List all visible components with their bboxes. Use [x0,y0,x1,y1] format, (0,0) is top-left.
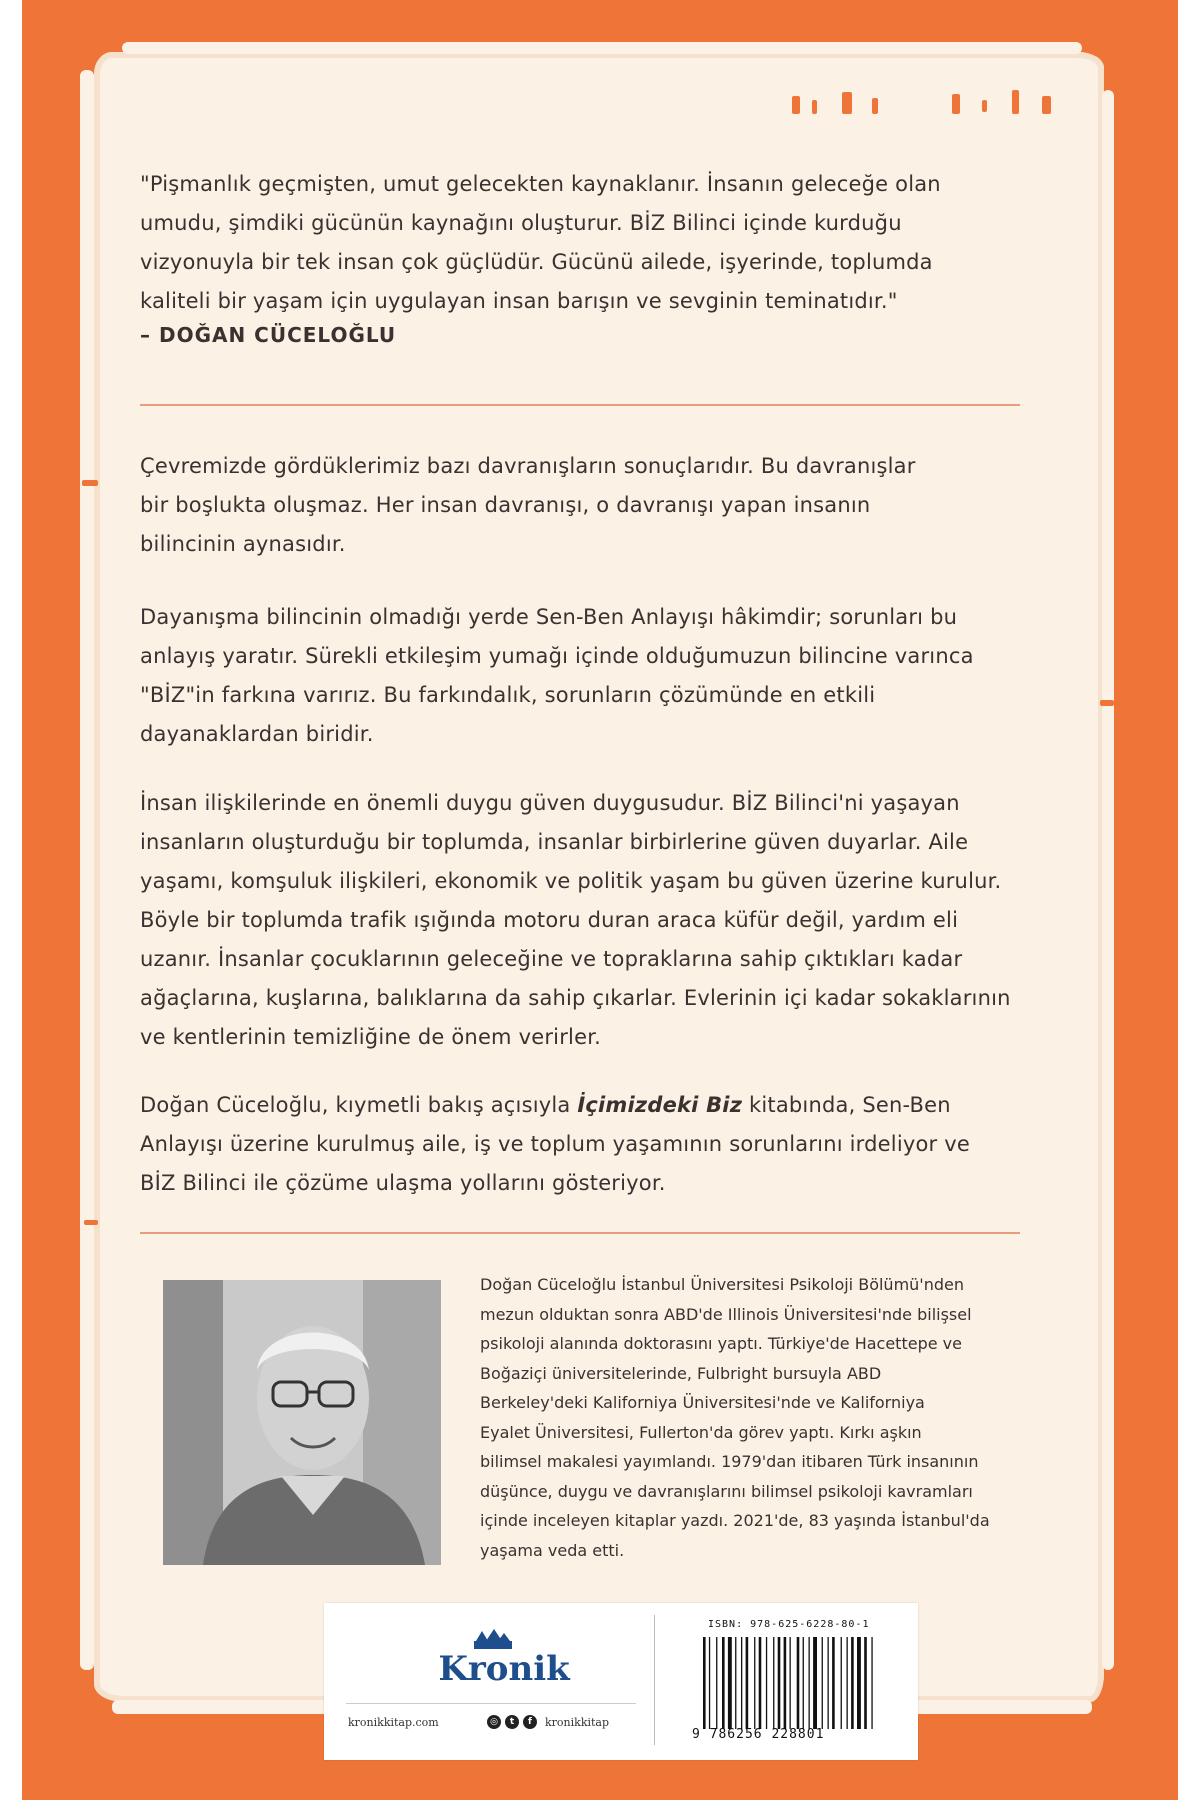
barcode-bar [809,1637,810,1729]
barcode-bar [803,1637,804,1729]
barcode-bar [766,1637,767,1729]
paragraph-line: ve kentlerinin temizliğine de önem verirler. [140,1025,601,1049]
barcode-bar [728,1637,732,1729]
barcode-bar [841,1637,842,1729]
barcode-bar [773,1637,774,1729]
barcode [701,1637,897,1729]
bio-line: yaşama veda etti. [480,1540,625,1560]
barcode-bar [759,1637,762,1729]
bio-line: içinde inceleyen kitaplar yazdı. 2021'de, 83 yaşında İstanbul'da [480,1511,990,1530]
quote-line: kaliteli bir yaşam için uygulayan insan barışın ve sevginin teminatıdır." [140,289,898,313]
paragraph-line: uzanır. İnsanlar çocuklarının geleceğine ve topraklarına sahip çıktıkları kadar [140,947,963,971]
paragraph-line: Çevremizde gördüklerimiz bazı davranışların sonuçlarıdır. Bu davranışlar [140,454,916,478]
social-icons [487,1715,537,1729]
paragraph-line: ağaçlarına, kuşlarına, balıklarına da sahip çıkarlar. Evlerinin içi kadar sokaklarının [140,986,1011,1010]
barcode-bar [797,1637,800,1729]
publisher-website[interactable]: kronikkitap.com [348,1716,439,1729]
barcode-bar [851,1637,854,1729]
imprint-vertical-divider [654,1615,655,1745]
description-paragraph-3 [140,784,1020,1057]
paragraph-line: Böyle bir toplumda trafik ışığında motoru duran araca küfür değil, yardım eli [140,908,959,932]
twitter-icon[interactable]: t [505,1715,519,1729]
barcode-bar [746,1637,749,1729]
bio-line: Doğan Cüceloğlu İstanbul Üniversitesi Psikoloji Bölümü'nden [480,1275,964,1294]
description-paragraph-2 [140,598,1020,754]
author-bio [480,1270,1040,1565]
book-title: İçimizdeki Biz [577,1093,743,1117]
publisher-imprint-box [324,1603,918,1760]
bio-line: Boğaziçi üniversitelerinde, Fulbright bursuyla ABD [480,1363,882,1383]
paragraph-line: anlayış yaratır. Sürekli etkileşim yumağı içinde olduğumuzun bilincine varınca [140,644,974,668]
barcode-bar [790,1637,791,1729]
paragraph-line: İnsan ilişkilerinde en önemli duygu güven duygusudur. BİZ Bilinci'ni yaşayan [140,791,960,815]
barcode-bar [847,1637,848,1729]
barcode-digits: 9 786256 228801 [692,1727,825,1742]
paper-edge [122,42,1082,54]
paragraph-line: Dayanışma bilincinin olmadığı yerde Sen-Ben Anlayışı hâkimdir; sorunları bu [140,605,958,629]
barcode-bar [741,1637,742,1729]
author-portrait-illustration [163,1280,441,1565]
paragraph-line: bir boşlukta oluşmaz. Her insan davranışı, o davranışı yapan insanın [140,493,871,517]
divider-rule [140,404,1020,406]
paragraph-text: kitabında, Sen-Ben [742,1093,951,1117]
description-paragraph-4 [140,1086,1020,1203]
quote-line: vizyonuyla bir tek insan çok güçlüdür. Gücünü ailede, işyerinde, toplumda [140,250,933,274]
paragraph-line: yaşamı, komşuluk ilişkileri, ekonomik ve politik yaşam bu güven üzerine kurulur. [140,869,1002,893]
barcode-bar [832,1637,835,1729]
quote-author: – DOĞAN CÜCELOĞLU [140,323,397,347]
barcode-bar [822,1637,823,1729]
barcode-bar [778,1637,781,1729]
barcode-bar [813,1637,817,1729]
paragraph-line: BİZ Bilinci ile çözüme ulaşma yollarını gösteriyor. [140,1171,666,1195]
barcode-bar [716,1637,717,1729]
paragraph-line: Anlayışı üzerine kurulmuş aile, iş ve toplum yaşamının sorunlarını irdeliyor ve [140,1132,970,1156]
instagram-icon[interactable]: ◎ [487,1715,501,1729]
barcode-bar [709,1637,710,1729]
description-paragraph-1 [140,447,1020,564]
publisher-logo-icon [472,1627,514,1651]
barcode-bar [754,1637,755,1729]
isbn-label: ISBN: 978-625-6228-80-1 [708,1619,870,1630]
facebook-icon[interactable]: f [523,1715,537,1729]
barcode-bar [735,1637,736,1729]
divider-rule [140,1232,1020,1234]
paragraph-line: insanların oluşturduğu bir toplumda, insanlar birbirlerine güven duyarlar. Aile [140,830,969,854]
imprint-divider-line [346,1703,636,1704]
barcode-bar [703,1637,706,1729]
bio-line: mezun olduktan sonra ABD'de Illinois Üniversitesi'nde bilişsel [480,1304,972,1324]
paper-edge [80,70,94,1670]
barcode-bar [722,1637,725,1729]
bio-line: Eyalet Üniversitesi, Fullerton'da görev yaptı. Kırkı aşkın [480,1422,922,1442]
publisher-logo: Kronik [438,1649,570,1689]
bio-line: düşünce, duygu ve davranışlarını bilimsel psikoloji kavramları [480,1481,973,1501]
quote-line: umudu, şimdiki gücünün kaynağını oluşturur. BİZ Bilinci içinde kurduğu [140,211,902,235]
paragraph-text: Doğan Cüceloğlu, kıymetli bakış açısıyla [140,1093,578,1117]
bio-line: bilimsel makalesi yayımlandı. 1979'dan itibaren Türk insanının [480,1452,979,1471]
barcode-bar [857,1637,861,1729]
barcode-bar [784,1637,787,1729]
social-handle: kronikkitap [545,1716,610,1729]
paragraph-line: bilincinin aynasıdır. [140,532,346,556]
quote-line: "Pişmanlık geçmişten, umut gelecekten kaynaklanır. İnsanın geleceğe olan [140,172,941,196]
quote-text [140,165,1020,321]
barcode-bar [871,1637,872,1729]
bio-line: Berkeley'deki Kaliforniya Üniversitesi'nde ve Kaliforniya [480,1393,925,1412]
paper-edge [1102,90,1114,1670]
paragraph-line: dayanaklardan biridir. [140,722,374,746]
paragraph-line: "BİZ"in farkına varırız. Bu farkındalık, sorunların çözümünde en etkili [140,683,876,707]
author-photo [163,1280,441,1565]
barcode-bar [828,1637,829,1729]
barcode-bar [864,1637,867,1729]
bio-line: psikoloji alanında doktorasını yaptı. Türkiye'de Hacettepe ve [480,1334,962,1353]
